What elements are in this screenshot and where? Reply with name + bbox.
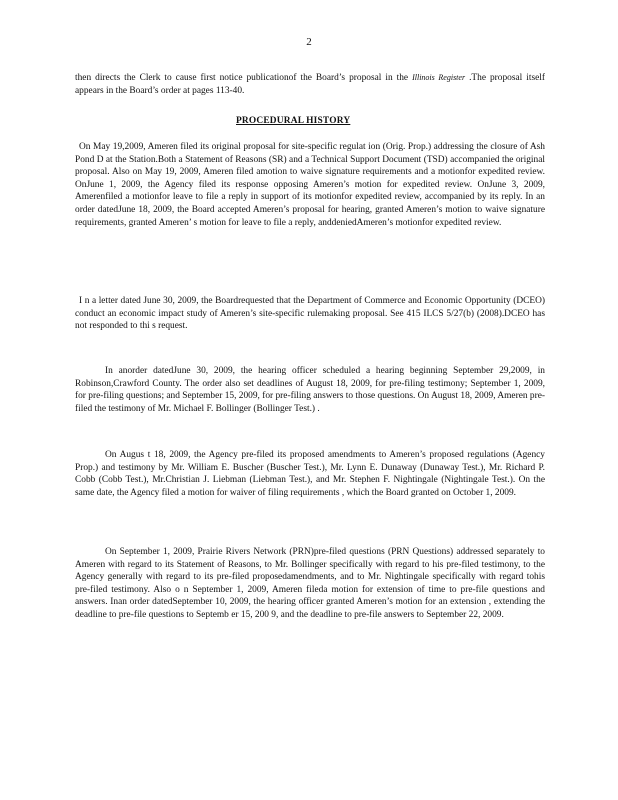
paragraph-2: I n a letter dated June 30, 2009, the Boardrequested that the Department of Commerce and Economic Opportunity (DCEO) conduct an economic impact study of Ameren’s site-specific rulemaking proposal. See 415 ILCS 5/27(b) (2008).DCEO has not responded to thi s request. [75,296,545,332]
intro-text-b: .The proposal itself appears in the Board’s order at pages 113-40. [75,73,546,96]
paragraph-4: On Augus t 18, 2009, the Agency pre-filed its proposed amendments to Ameren’s proposed regulations (Agency Prop.) and testimony by Mr. William E. Buscher (Buscher Test.), Mr. Lynn E. Dunaway (Dunaway Test.), Mr. Richard P. Cobb (Cobb Test.), Mr.Christian J. Liebman (Liebman Test.), and Mr. Stephen F. Nightingale (Nightingale Test.). On the same date, the Agency filed a motion for waiver of filing requirements , which the Board granted on October 1, 2009. [75,450,545,498]
intro-text-a: then directs the Clerk to cause first notice publicationof the Board’s proposal in the [75,73,413,83]
paragraph-1: On May 19,2009, Ameren filed its original proposal for site-specific regulat ion (Orig. Prop.) addressing the closure of Ash Pond D at the Station.Both a Statement of Reasons (SR) and a Technical Support Document (TSD) accompanied the original proposal. Also on May 19, 2009, Ameren filed amotion to waive signature requirements and a motionfor expedited review. OnJune 1, 2009, the Agency filed its response opposing Ameren’s motion for expedited review. OnJune 3, 2009, Amerenfiled a motionfor leave to file a reply in support of its motionfor expedited review, accompanied by its reply. In an order datedJune 18, 2009, the Board accepted Ameren’s proposal for hearing, granted Ameren’s motion to waive signature requirements, granted Ameren’ s motion for leave to file a reply, anddeniedAmeren’s motionfor expedited review. [75,142,545,228]
intro-paragraph [75,72,545,97]
paragraph-3: In anorder datedJune 30, 2009, the hearing officer scheduled a hearing beginning September 29,2009, in Robinson,Crawford County. The order also set deadlines of August 18, 2009, for pre-filing testimony; September 1, 2009, for pre-filing questions; and September 15, 2009, for pre-filing answers to those questions. On August 18, 2009, Ameren pre-filed the testimony of Mr. Michael F. Bollinger (Bollinger Test.) . [75,366,545,414]
page-number: 2 [306,36,312,48]
journal-name: Illinois Register [412,73,466,82]
paragraph-5: On September 1, 2009, Prairie Rivers Network (PRN)pre-filed questions (PRN Questions) addressed separately to Ameren with regard to its Statement of Reasons, to Mr. Bollinger specifically with regard to his pre-filed testimony, to the Agency generally with regard to its pre-filed proposedamendments, and to Mr. Nightingale specifically with regard tohis pre-filed testimony. Also o n September 1, 2009, Ameren fileda motion for extension of time to pre-file questions and answers. Inan order datedSeptember 10, 2009, the hearing officer granted Ameren’s motion for an extension , extending the deadline to pre-file questions to Septemb er 15, 200 9, and the deadline to pre-file answers to September 22, 2009. [75,547,545,620]
section-heading: PROCEDURAL HISTORY [236,116,351,126]
